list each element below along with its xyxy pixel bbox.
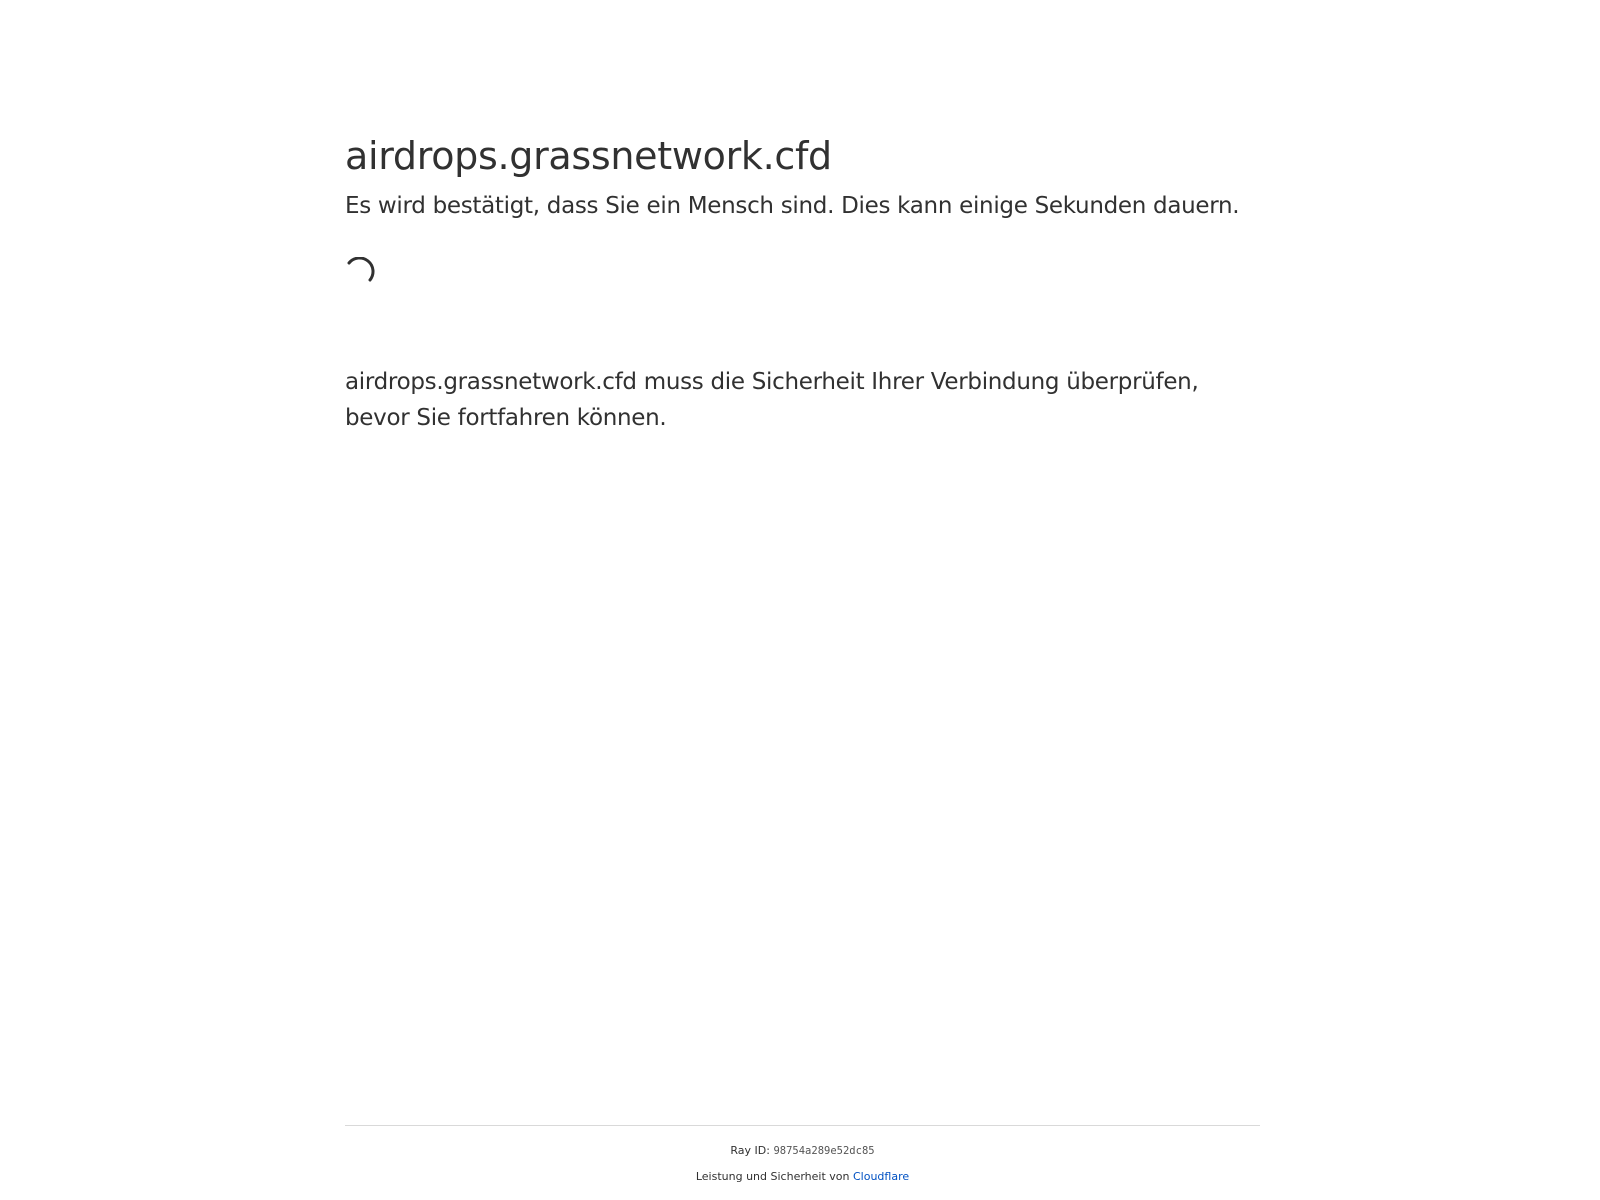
loading-spinner-icon (345, 257, 375, 287)
verifying-human-text: Es wird bestätigt, dass Sie ein Mensch sind. Dies kann einige Sekunden dauern. (345, 193, 1240, 219)
performance-line (345, 1164, 1260, 1190)
cloudflare-link[interactable]: Cloudflare (852, 1170, 910, 1183)
security-check-text: airdrops.grassnetwork.cfd muss die Sicherheit Ihrer Verbindung überprüfen, bevor Sie fortfahren können. (345, 369, 1199, 431)
footer-divider (345, 1125, 1260, 1126)
ray-id-line (345, 1138, 1260, 1164)
footer (345, 1138, 1260, 1190)
ray-id-label: Ray ID: (730, 1144, 770, 1157)
site-name-heading: airdrops.grassnetwork.cfd (345, 134, 832, 178)
performance-prefix-text: Leistung und Sicherheit von (695, 1170, 850, 1183)
ray-id-value: 98754a289e52dc85 (773, 1145, 875, 1157)
